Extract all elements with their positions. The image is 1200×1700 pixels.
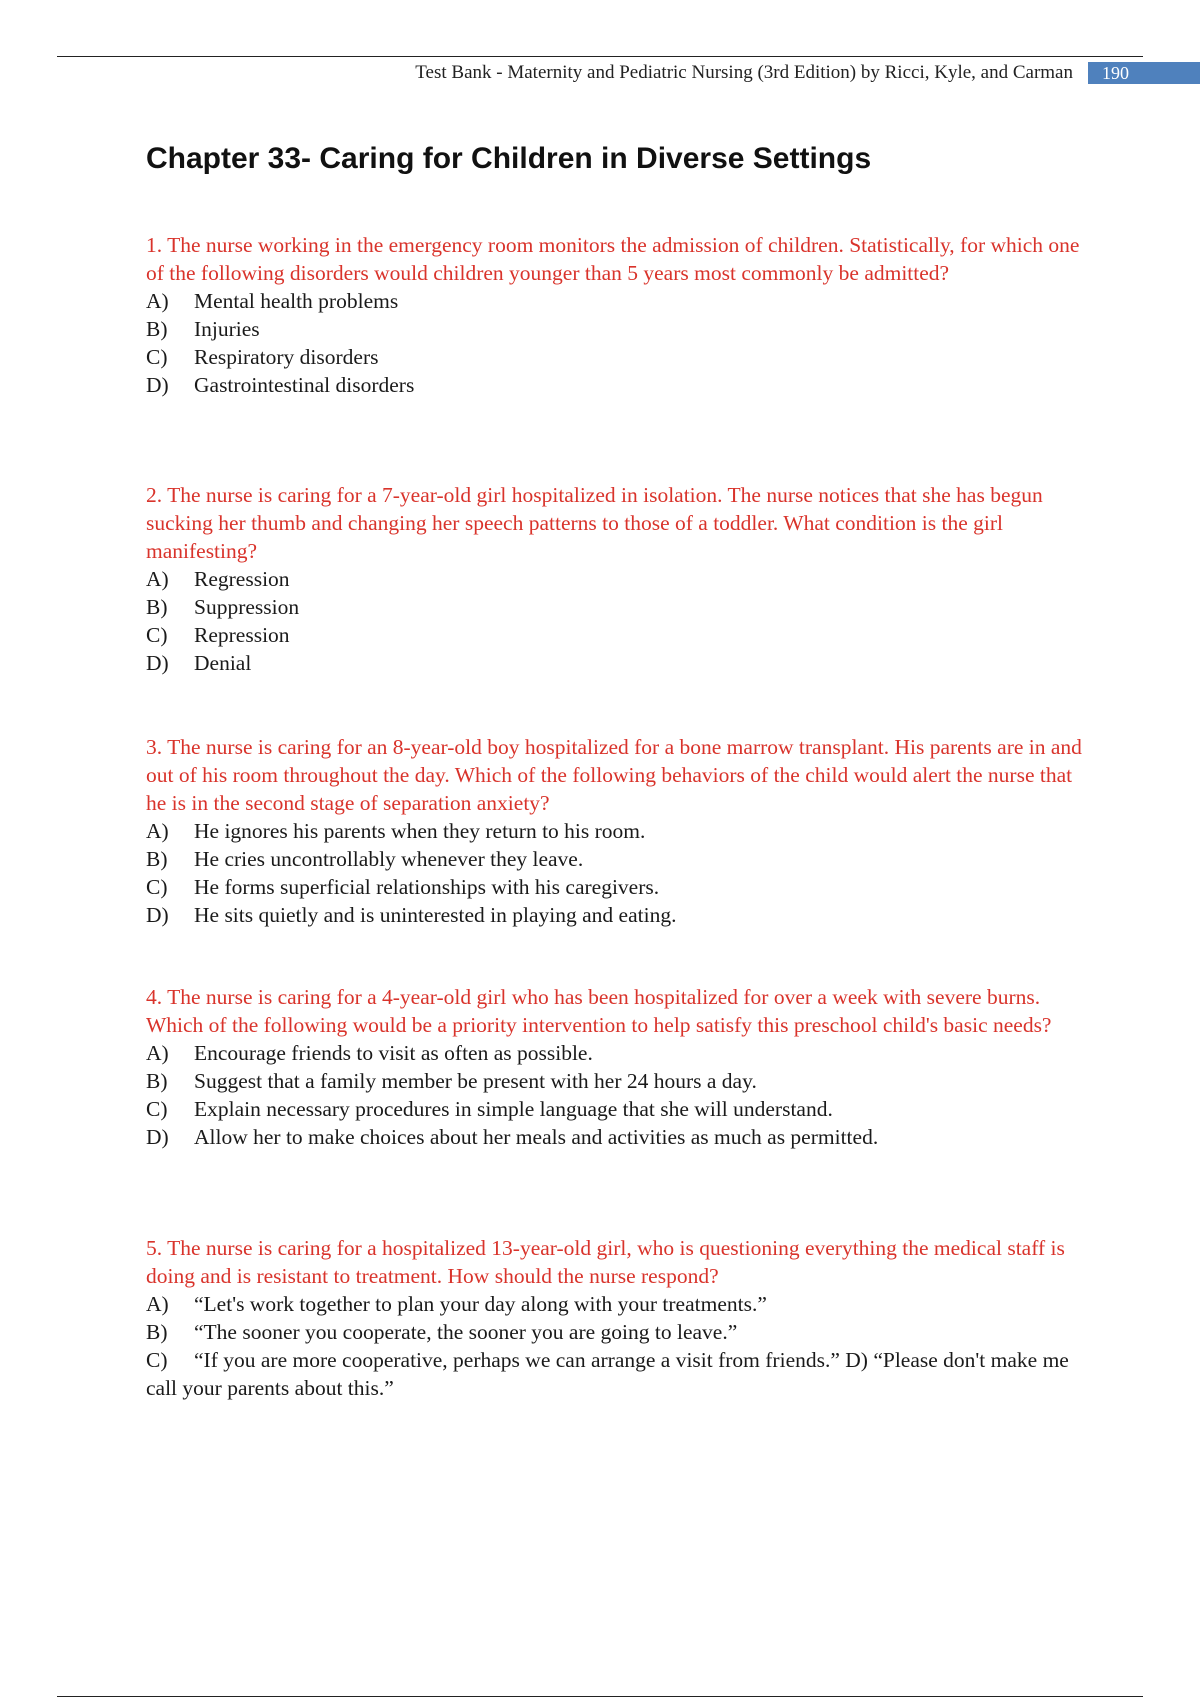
choice-option[interactable] bbox=[146, 593, 1086, 621]
choice-text: He cries uncontrollably whenever they leave. bbox=[194, 847, 584, 871]
choice-letter: B) bbox=[146, 317, 168, 341]
choice-letter: A) bbox=[146, 289, 169, 313]
choice-letter: B) bbox=[146, 1069, 168, 1093]
question-3 bbox=[146, 733, 1086, 929]
question-5 bbox=[146, 1234, 1086, 1402]
choice-list bbox=[146, 287, 1086, 399]
choice-text: Suppression bbox=[194, 595, 300, 619]
choice-letter: D) bbox=[146, 651, 169, 675]
choice-text: He forms superficial relationships with his caregivers. bbox=[194, 875, 660, 899]
choice-text: Repression bbox=[194, 623, 290, 647]
choice-option[interactable] bbox=[146, 1123, 1086, 1151]
question-stem: 4. The nurse is caring for a 4-year-old girl who has been hospitalized for over a week with severe burns. Which of the following would be a priority intervention to help satisfy this preschool child's basic needs? bbox=[146, 985, 1052, 1037]
choice-option[interactable] bbox=[146, 817, 1086, 845]
choice-letter: A) bbox=[146, 819, 169, 843]
choice-option[interactable] bbox=[146, 565, 1086, 593]
question-1 bbox=[146, 231, 1086, 399]
page-number-badge: 190 bbox=[1088, 62, 1200, 84]
choice-letter: A) bbox=[146, 1292, 169, 1316]
choice-letter: C) bbox=[146, 1097, 168, 1121]
choice-option[interactable] bbox=[146, 1067, 1086, 1095]
choice-option[interactable] bbox=[146, 1095, 1086, 1123]
choice-text: He sits quietly and is uninterested in playing and eating. bbox=[194, 903, 677, 927]
choice-text: Denial bbox=[194, 651, 252, 675]
choice-letter: B) bbox=[146, 1320, 168, 1344]
choice-text: “The sooner you cooperate, the sooner you are going to leave.” bbox=[194, 1320, 738, 1344]
question-stem: 5. The nurse is caring for a hospitalized 13-year-old girl, who is questioning everything the medical staff is doing and is resistant to treatment. How should the nurse respond? bbox=[146, 1236, 1065, 1288]
choice-option[interactable] bbox=[146, 287, 1086, 315]
choice-letter: C) bbox=[146, 623, 168, 647]
choice-text: “If you are more cooperative, perhaps we can arrange a visit from friends.” D) “Please don't make me call your parents about this.” bbox=[146, 1348, 1069, 1400]
footer-rule bbox=[57, 1696, 1143, 1697]
choice-letter: B) bbox=[146, 595, 168, 619]
chapter-title: Chapter 33- Caring for Children in Diverse Settings bbox=[146, 142, 872, 175]
choice-option[interactable] bbox=[146, 901, 1086, 929]
choice-text: Mental health problems bbox=[194, 289, 399, 313]
choice-text: Injuries bbox=[194, 317, 260, 341]
header-rule bbox=[57, 56, 1143, 57]
choice-option[interactable] bbox=[146, 343, 1086, 371]
choice-option[interactable] bbox=[146, 845, 1086, 873]
question-stem: 3. The nurse is caring for an 8-year-old boy hospitalized for a bone marrow transplant. His parents are in and out of his room throughout the day. Which of the following behaviors of the child would alert the nurse that he is in the second stage of separation anxiety? bbox=[146, 735, 1082, 815]
choice-list bbox=[146, 817, 1086, 929]
choice-letter: C) bbox=[146, 345, 168, 369]
choice-option[interactable] bbox=[146, 1039, 1086, 1067]
choice-text: “Let's work together to plan your day along with your treatments.” bbox=[194, 1292, 767, 1316]
choice-text: Regression bbox=[194, 567, 290, 591]
choice-text: Allow her to make choices about her meals and activities as much as permitted. bbox=[194, 1125, 879, 1149]
choice-option[interactable] bbox=[146, 1290, 1086, 1318]
choice-letter: C) bbox=[146, 875, 168, 899]
choice-option[interactable] bbox=[146, 649, 1086, 677]
choice-text: Gastrointestinal disorders bbox=[194, 373, 415, 397]
choice-option[interactable] bbox=[146, 315, 1086, 343]
choice-option[interactable] bbox=[146, 1318, 1086, 1346]
choice-text: Explain necessary procedures in simple language that she will understand. bbox=[194, 1097, 833, 1121]
choice-text: He ignores his parents when they return to his room. bbox=[194, 819, 646, 843]
question-4 bbox=[146, 983, 1086, 1151]
choice-letter: D) bbox=[146, 1125, 169, 1149]
choice-letter: D) bbox=[146, 373, 169, 397]
choice-option[interactable] bbox=[146, 371, 1086, 399]
choice-list bbox=[146, 1290, 1086, 1346]
choice-letter: C) bbox=[146, 1348, 168, 1372]
choice-list bbox=[146, 1039, 1086, 1151]
choice-text: Respiratory disorders bbox=[194, 345, 379, 369]
choice-letter: A) bbox=[146, 1041, 169, 1065]
choice-option-run-on[interactable] bbox=[146, 1346, 1086, 1402]
choice-list bbox=[146, 565, 1086, 677]
running-header: Test Bank - Maternity and Pediatric Nursing (3rd Edition) by Ricci, Kyle, and Carman bbox=[415, 62, 1073, 83]
question-stem: 2. The nurse is caring for a 7-year-old girl hospitalized in isolation. The nurse notices that she has begun sucking her thumb and changing her speech patterns to those of a toddler. What condition is the girl manifesting? bbox=[146, 483, 1043, 563]
choice-letter: D) bbox=[146, 903, 169, 927]
choice-letter: A) bbox=[146, 567, 169, 591]
choice-option[interactable] bbox=[146, 621, 1086, 649]
choice-text: Suggest that a family member be present with her 24 hours a day. bbox=[194, 1069, 757, 1093]
choice-option[interactable] bbox=[146, 873, 1086, 901]
question-stem: 1. The nurse working in the emergency room monitors the admission of children. Statistically, for which one of the following disorders would children younger than 5 years most commonly be admitted? bbox=[146, 233, 1080, 285]
choice-letter: B) bbox=[146, 847, 168, 871]
choice-text: Encourage friends to visit as often as possible. bbox=[194, 1041, 593, 1065]
question-2 bbox=[146, 481, 1086, 677]
